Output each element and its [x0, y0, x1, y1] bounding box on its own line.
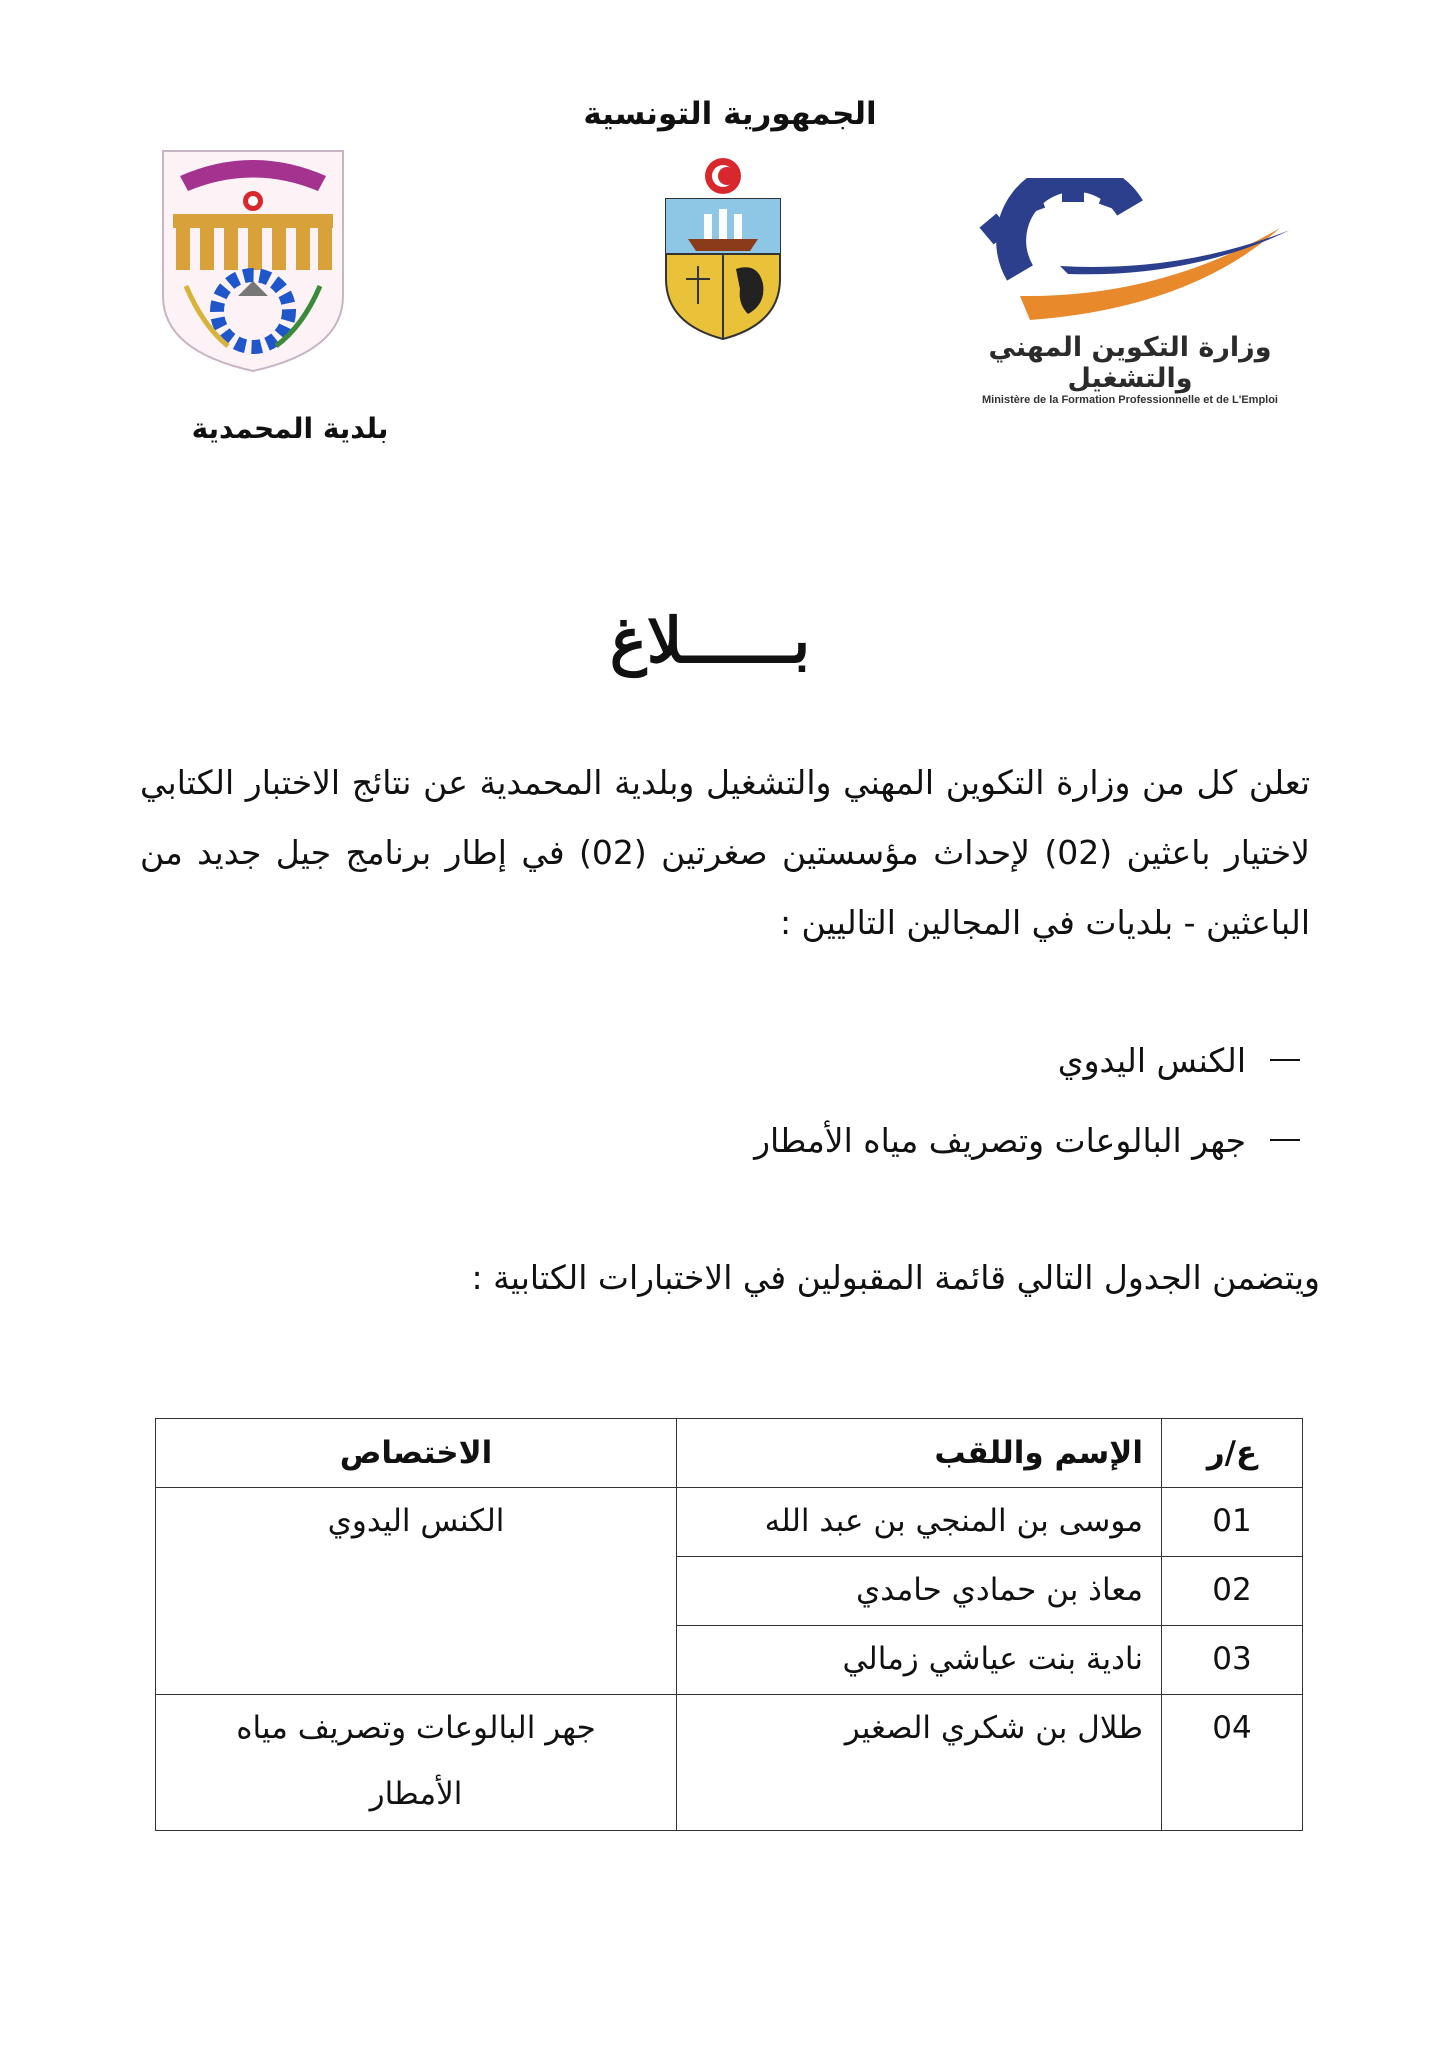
municipality-logo: [158, 146, 348, 376]
ministry-name-fr: Ministère de la Formation Professionnelle et de L'Emploi: [981, 394, 1278, 406]
header-number: ع/ر: [1162, 1419, 1303, 1488]
ministry-name-ar: وزارة التكوين المهني والتشغيل: [988, 332, 1272, 394]
row-number: 04: [1162, 1695, 1303, 1831]
row-name: نادية بنت عياشي زمالي: [677, 1626, 1162, 1695]
tunisia-coat-of-arms-icon: [658, 154, 788, 344]
row-specialty: الكنس اليدوي: [156, 1488, 677, 1695]
row-name: موسى بن المنجي بن عبد الله: [677, 1488, 1162, 1557]
municipality-crest-icon: [158, 146, 348, 376]
table-header-row: [156, 1419, 1303, 1488]
field-label: جهر البالوعات وتصريف مياه الأمطار: [754, 1120, 1246, 1160]
fields-list: [700, 1020, 1300, 1180]
row-name: طلال بن شكري الصغير: [677, 1695, 1162, 1831]
row-name: معاذ بن حمادي حامدي: [677, 1557, 1162, 1626]
row-specialty: جهر البالوعات وتصريف مياه الأمطار: [156, 1695, 677, 1831]
results-table: [155, 1418, 1303, 1831]
notice-paragraph: تعلن كل من وزارة التكوين المهني والتشغيل وبلدية المحمدية عن نتائج الاختبار الكتابي لاختيار باعثين (02) لإحداث مؤسستين صغرتين (02) في إطار برنامج جيل جديد من الباعثين - بلديات في المجالين التاليين :: [140, 763, 1310, 942]
ministry-gear-swoosh-icon: [960, 178, 1300, 328]
table-intro: ويتضمن الجدول التالي قائمة المقبولين في الاختبارات الكتابية :: [471, 1258, 1320, 1297]
list-item: [700, 1100, 1300, 1180]
header-name: الإسم واللقب: [677, 1419, 1162, 1488]
municipality-caption: بلدية المحمدية: [191, 412, 389, 445]
row-number: 03: [1162, 1626, 1303, 1695]
table-row: [156, 1695, 1303, 1831]
table-row: [156, 1488, 1303, 1557]
notice-title: بــــــلاغ: [609, 604, 811, 677]
republic-heading: الجمهورية التونسية: [583, 96, 877, 132]
row-number: 02: [1162, 1557, 1303, 1626]
ministry-logo: [960, 178, 1300, 406]
dash-bullet-icon: [1270, 1139, 1300, 1141]
dash-bullet-icon: [1270, 1059, 1300, 1061]
header-specialty: الاختصاص: [156, 1419, 677, 1488]
coat-of-arms: [658, 154, 788, 344]
row-number: 01: [1162, 1488, 1303, 1557]
field-label: الكنس اليدوي: [1057, 1040, 1246, 1080]
list-item: [700, 1020, 1300, 1100]
